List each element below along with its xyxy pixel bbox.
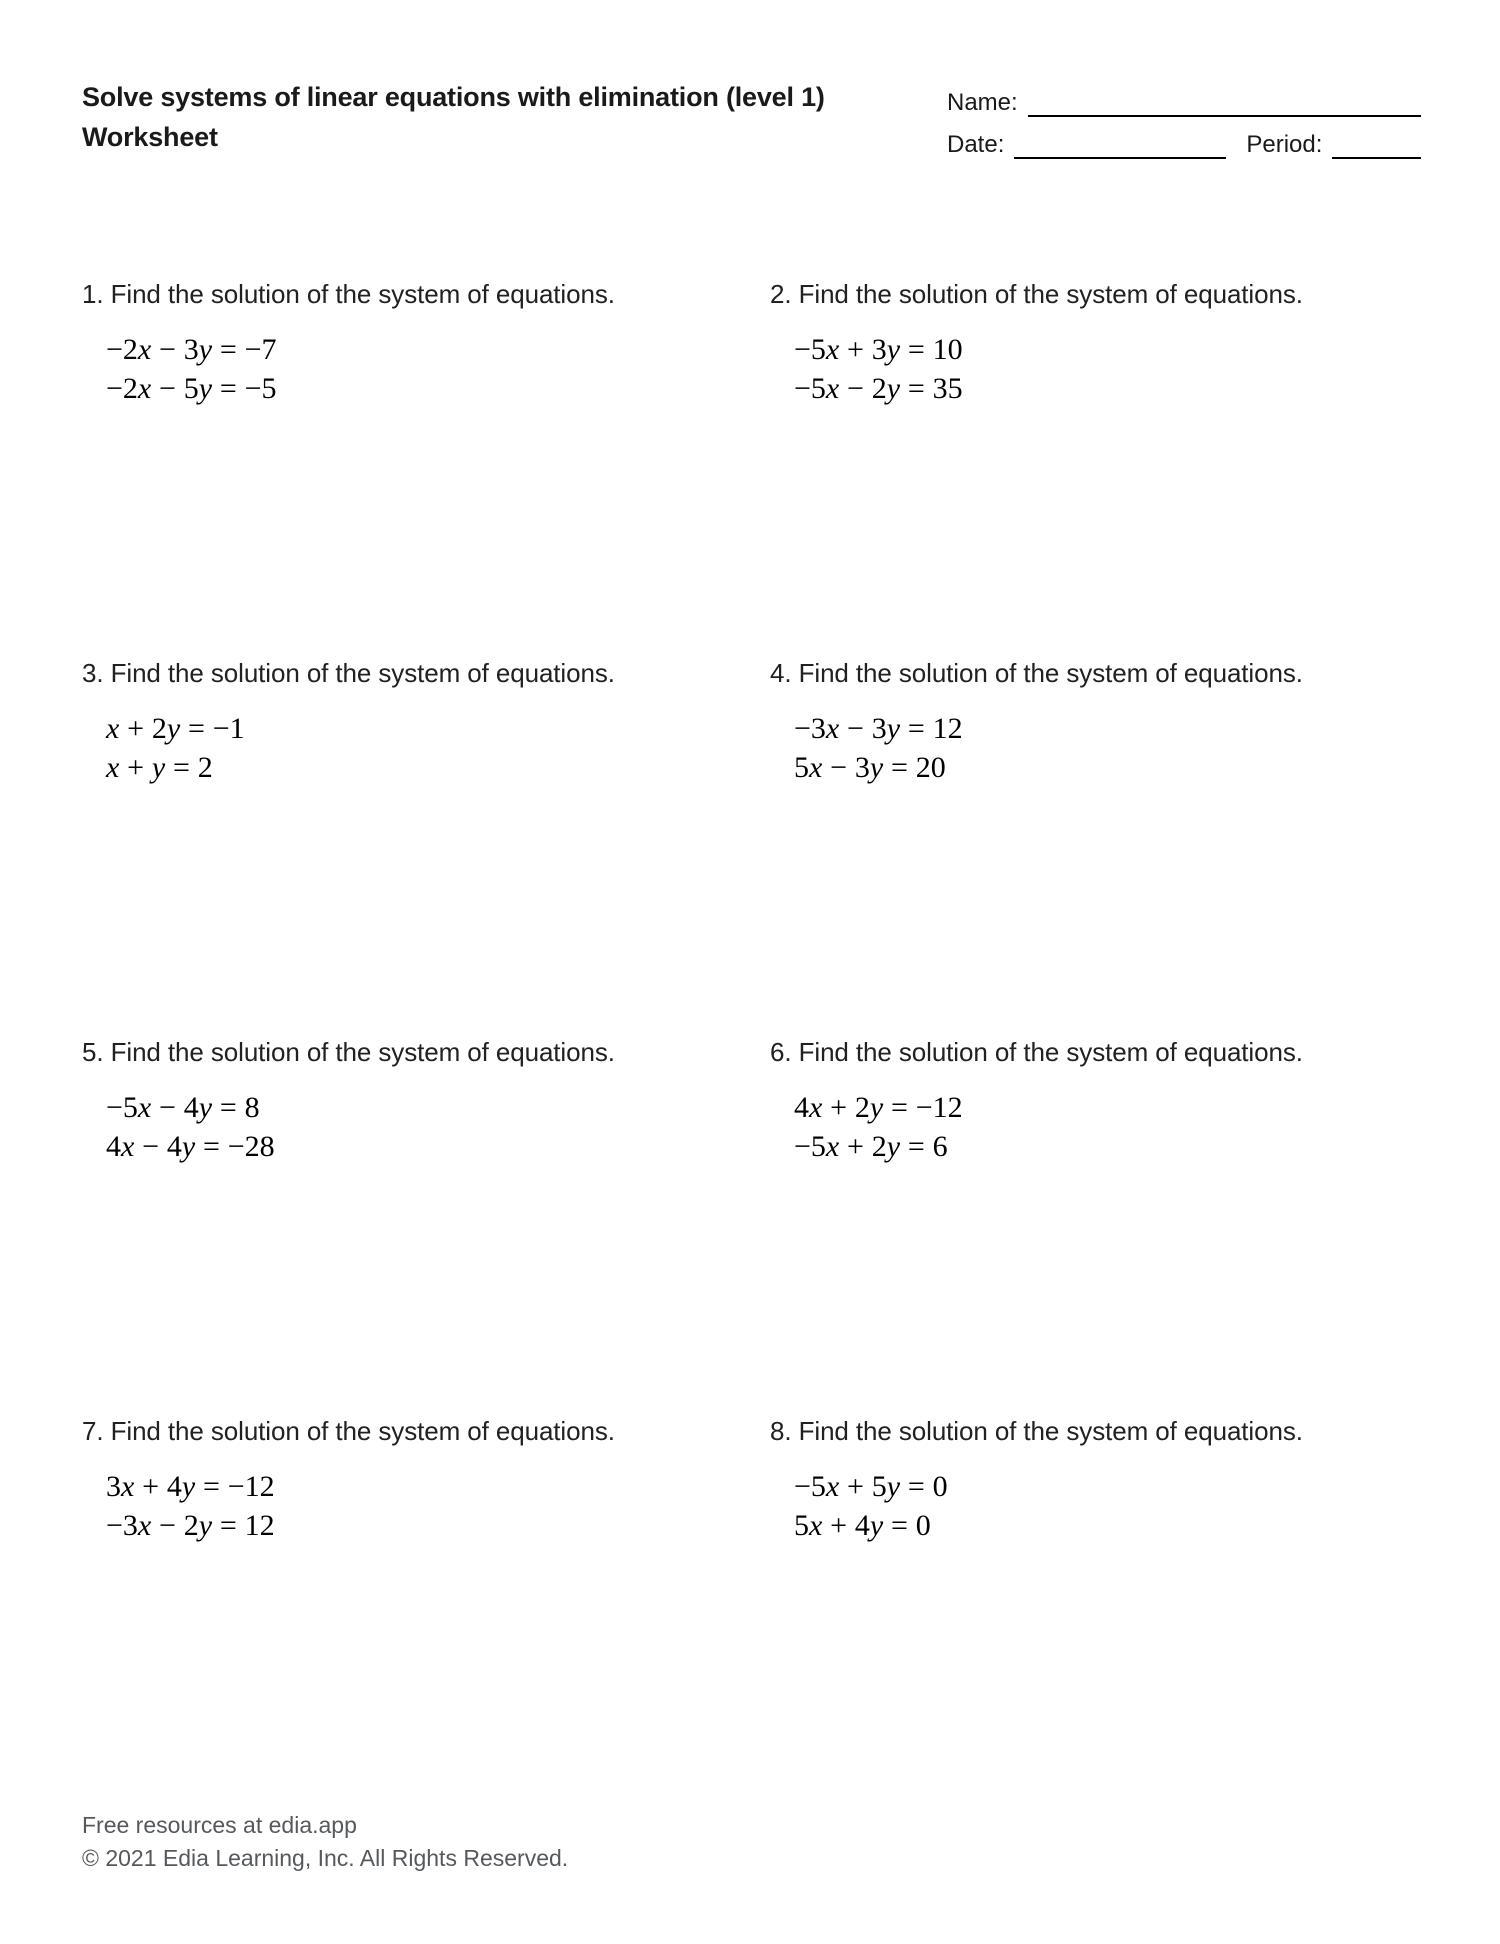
footer-copyright-text: © 2021 Edia Learning, Inc. All Rights Reserved. [82, 1845, 569, 1871]
name-label: Name: [947, 89, 1018, 116]
problem-prompt-text: Find the solution of the system of equations. [110, 1037, 615, 1067]
problem-prompt-text: Find the solution of the system of equations. [798, 1037, 1303, 1067]
page-subtitle: Worksheet [82, 122, 218, 152]
equation-group [770, 709, 1391, 787]
equation-group [770, 1467, 1391, 1545]
period-label: Period: [1246, 131, 1323, 158]
equation-2: 4x − 4y = −28 [106, 1130, 275, 1163]
problem-number: 2. [770, 279, 792, 309]
problem-8 [770, 1415, 1421, 1794]
problem-prompt [770, 1036, 1391, 1068]
problem-4 [770, 657, 1421, 1036]
problem-prompt [82, 657, 740, 689]
problem-number: 6. [770, 1037, 792, 1067]
equation-group [82, 709, 740, 787]
equation-group [82, 1088, 740, 1166]
footer [82, 1809, 1421, 1875]
problem-prompt-text: Find the solution of the system of equations. [110, 658, 615, 688]
date-period-field [947, 125, 1421, 159]
problem-number: 7. [82, 1416, 104, 1446]
page-title: Solve systems of linear equations with elimination (level 1) [82, 82, 825, 112]
name-blank-line [1028, 93, 1421, 117]
date-blank-line [1014, 135, 1226, 159]
problem-prompt [770, 1415, 1391, 1447]
problem-list [82, 278, 1421, 1794]
equation-2: −5x − 2y = 35 [794, 372, 963, 405]
equation-1: −2x − 3y = −7 [106, 333, 277, 366]
problem-number: 4. [770, 658, 792, 688]
problem-1 [82, 278, 770, 657]
equation-1: −3x − 3y = 12 [794, 712, 963, 745]
problem-3 [82, 657, 770, 1036]
problem-7 [82, 1415, 770, 1794]
header [82, 77, 1421, 167]
problem-number: 5. [82, 1037, 104, 1067]
equation-group [82, 330, 740, 408]
date-label: Date: [947, 131, 1005, 158]
problem-prompt-text: Find the solution of the system of equations. [798, 279, 1303, 309]
problem-prompt [82, 1415, 740, 1447]
footer-resources-text: Free resources at edia.app [82, 1812, 357, 1838]
problem-prompt-text: Find the solution of the system of equations. [798, 1416, 1303, 1446]
equation-1: −5x + 5y = 0 [794, 1470, 948, 1503]
problem-prompt [82, 1036, 740, 1068]
equation-1: 3x + 4y = −12 [106, 1470, 275, 1503]
problem-prompt [770, 657, 1391, 689]
equation-group [770, 330, 1391, 408]
equation-1: −5x − 4y = 8 [106, 1091, 260, 1124]
equation-group [770, 1088, 1391, 1166]
equation-1: x + 2y = −1 [106, 712, 245, 745]
equation-2: 5x + 4y = 0 [794, 1509, 931, 1542]
title-block [82, 77, 825, 157]
problem-number: 3. [82, 658, 104, 688]
problem-prompt-text: Find the solution of the system of equations. [110, 279, 615, 309]
equation-2: −2x − 5y = −5 [106, 372, 277, 405]
equation-1: −5x + 3y = 10 [794, 333, 963, 366]
problem-2 [770, 278, 1421, 657]
problem-prompt-text: Find the solution of the system of equations. [798, 658, 1303, 688]
problem-number: 8. [770, 1416, 792, 1446]
student-fields [947, 77, 1421, 167]
problem-6 [770, 1036, 1421, 1415]
equation-2: −5x + 2y = 6 [794, 1130, 948, 1163]
equation-2: −3x − 2y = 12 [106, 1509, 275, 1542]
equation-2: 5x − 3y = 20 [794, 751, 946, 784]
problem-5 [82, 1036, 770, 1415]
problem-prompt-text: Find the solution of the system of equations. [110, 1416, 615, 1446]
name-field [947, 83, 1421, 117]
period-blank-line [1332, 135, 1421, 159]
equation-1: 4x + 2y = −12 [794, 1091, 963, 1124]
equation-2: x + y = 2 [106, 751, 213, 784]
problem-number: 1. [82, 279, 104, 309]
equation-group [82, 1467, 740, 1545]
problem-prompt [770, 278, 1391, 310]
problem-prompt [82, 278, 740, 310]
